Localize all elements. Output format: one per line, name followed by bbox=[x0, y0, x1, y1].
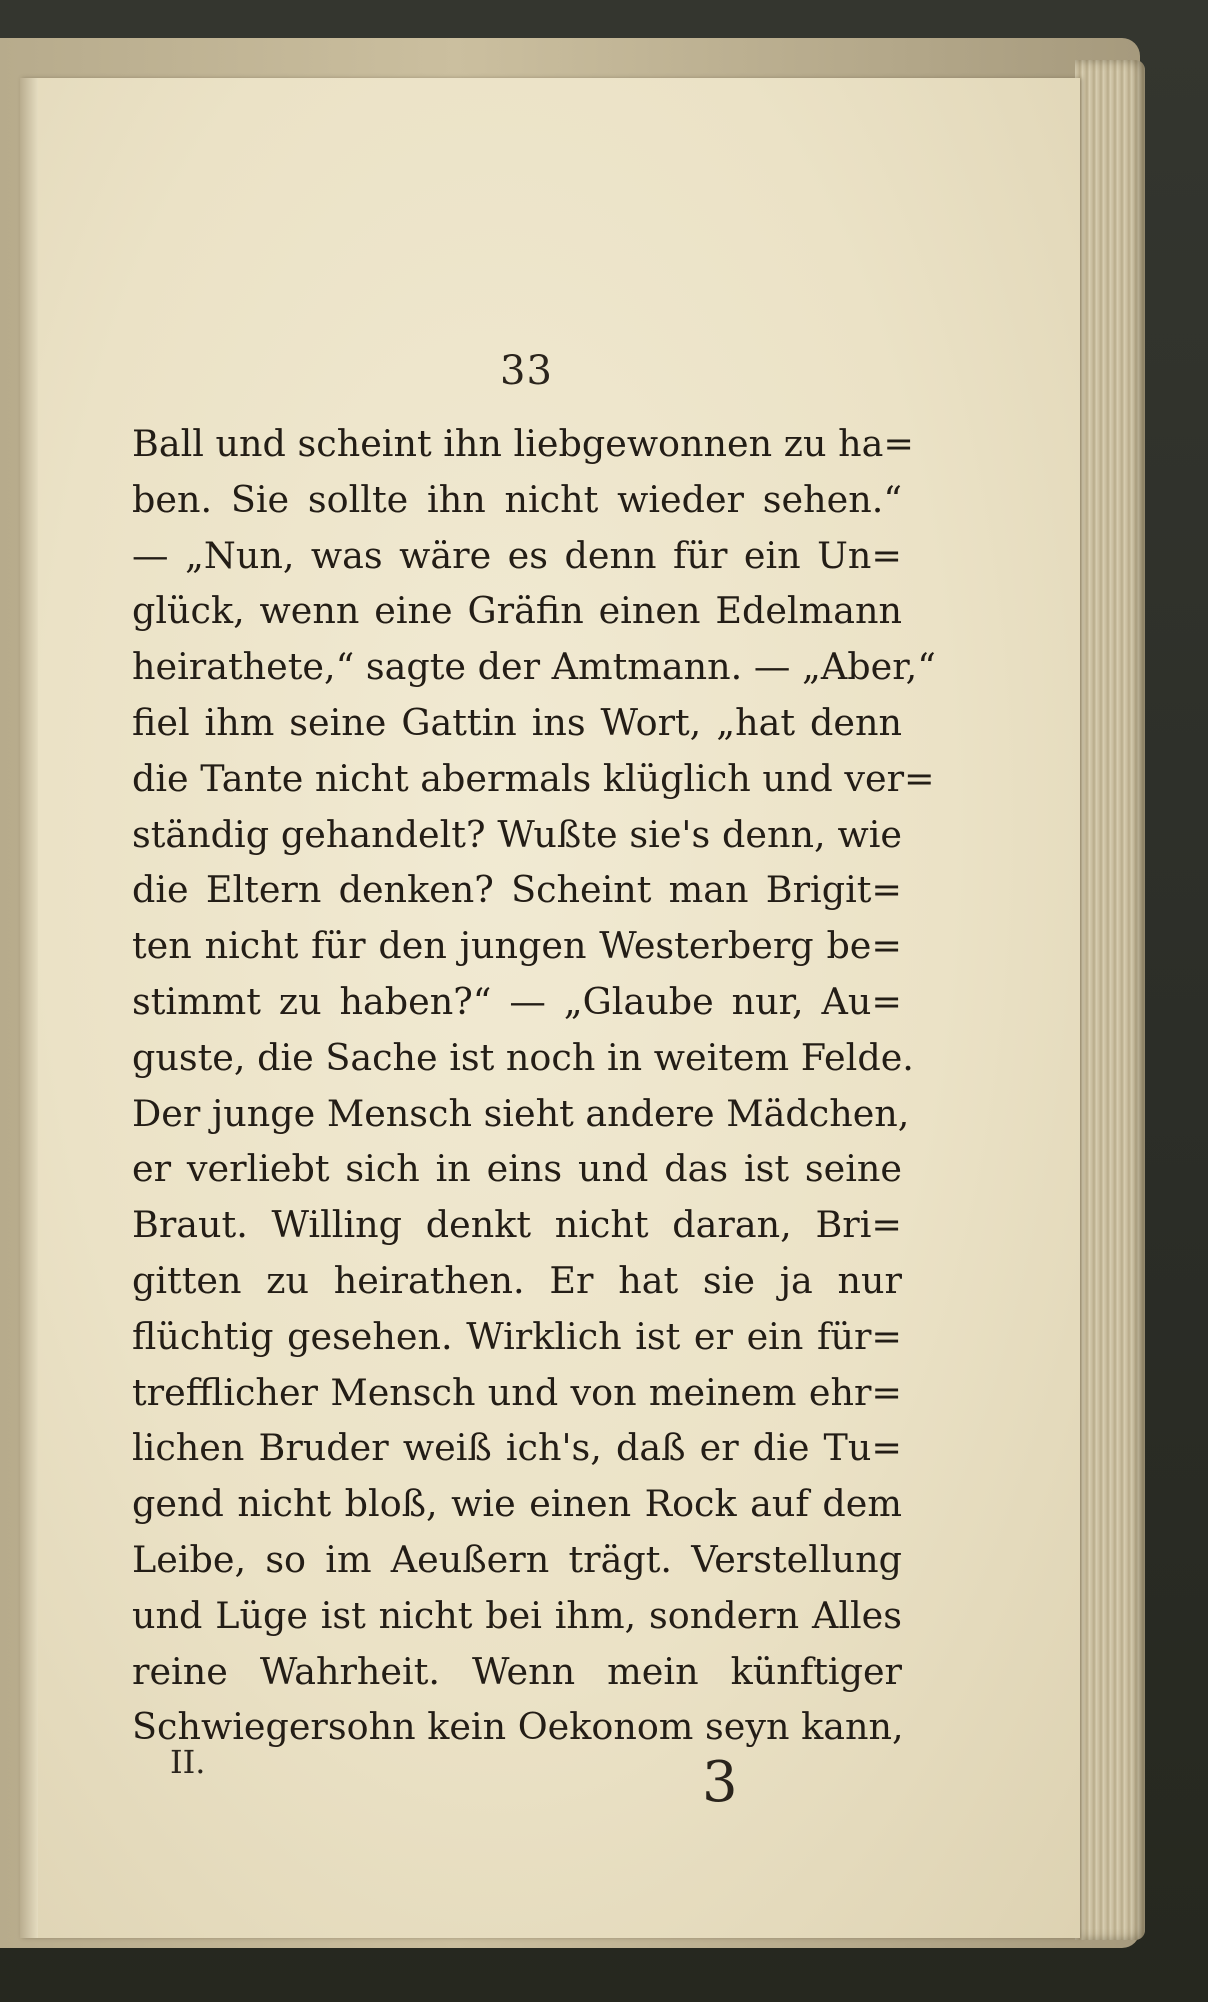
text-line: ten nicht für den jungen Westerberg be= bbox=[132, 924, 902, 968]
page-stack-edge bbox=[1075, 60, 1145, 1940]
text-line: heirathete,“ sagte der Amtmann. — „Aber,“ bbox=[132, 645, 936, 689]
text-line: er verliebt sich in eins und das ist seine bbox=[132, 1147, 902, 1191]
text-line: stimmt zu haben?“ — „Glaube nur, Au= bbox=[132, 979, 902, 1023]
text-line: fiel ihm seine Gattin ins Wort, „hat denn bbox=[132, 700, 902, 744]
text-line: guste, die Sache ist noch in weitem Felde. bbox=[132, 1035, 914, 1079]
book-page bbox=[20, 78, 1080, 1938]
signature-mark: II. bbox=[170, 1743, 206, 1781]
text-line: die Tante nicht abermals klüglich und ver= bbox=[132, 756, 935, 800]
text-line: und Lüge ist nicht bei ihm, sondern Alles bbox=[132, 1593, 902, 1637]
text-line: glück, wenn eine Gräfin einen Edelmann bbox=[132, 589, 902, 633]
text-line: ständig gehandelt? Wußte sie's denn, wie bbox=[132, 812, 902, 856]
text-line: trefflicher Mensch und von meinem ehr= bbox=[132, 1370, 902, 1414]
text-line: gitten zu heirathen. Er hat sie ja nur bbox=[132, 1258, 902, 1302]
text-line: reine Wahrheit. Wenn mein künftiger bbox=[132, 1649, 902, 1693]
body-text bbox=[132, 416, 936, 1755]
text-line: Braut. Willing denkt nicht daran, Bri= bbox=[132, 1203, 902, 1247]
page-number: 33 bbox=[500, 348, 553, 394]
sheet-number: 3 bbox=[702, 1750, 738, 1815]
page-gutter bbox=[20, 78, 38, 1938]
text-line: die Eltern denken? Scheint man Brigit= bbox=[132, 868, 902, 912]
text-line: Ball und scheint ihn liebgewonnen zu ha= bbox=[132, 422, 914, 465]
text-line: Leibe, so im Aeußern trägt. Verstellung bbox=[132, 1537, 902, 1581]
text-line: lichen Bruder weiß ich's, daß er die Tu= bbox=[132, 1426, 902, 1470]
text-line: Der junge Mensch sieht andere Mädchen, bbox=[132, 1091, 910, 1135]
text-line: gend nicht bloß, wie einen Rock auf dem bbox=[132, 1482, 902, 1526]
text-line: — „Nun, was wäre es denn für ein Un= bbox=[132, 533, 902, 577]
text-line: ben. Sie sollte ihn nicht wieder sehen.“ bbox=[132, 477, 902, 521]
text-line: Schwiegersohn kein Oekonom seyn kann, bbox=[132, 1705, 904, 1749]
text-line: flüchtig gesehen. Wirklich ist er ein für= bbox=[132, 1314, 902, 1358]
